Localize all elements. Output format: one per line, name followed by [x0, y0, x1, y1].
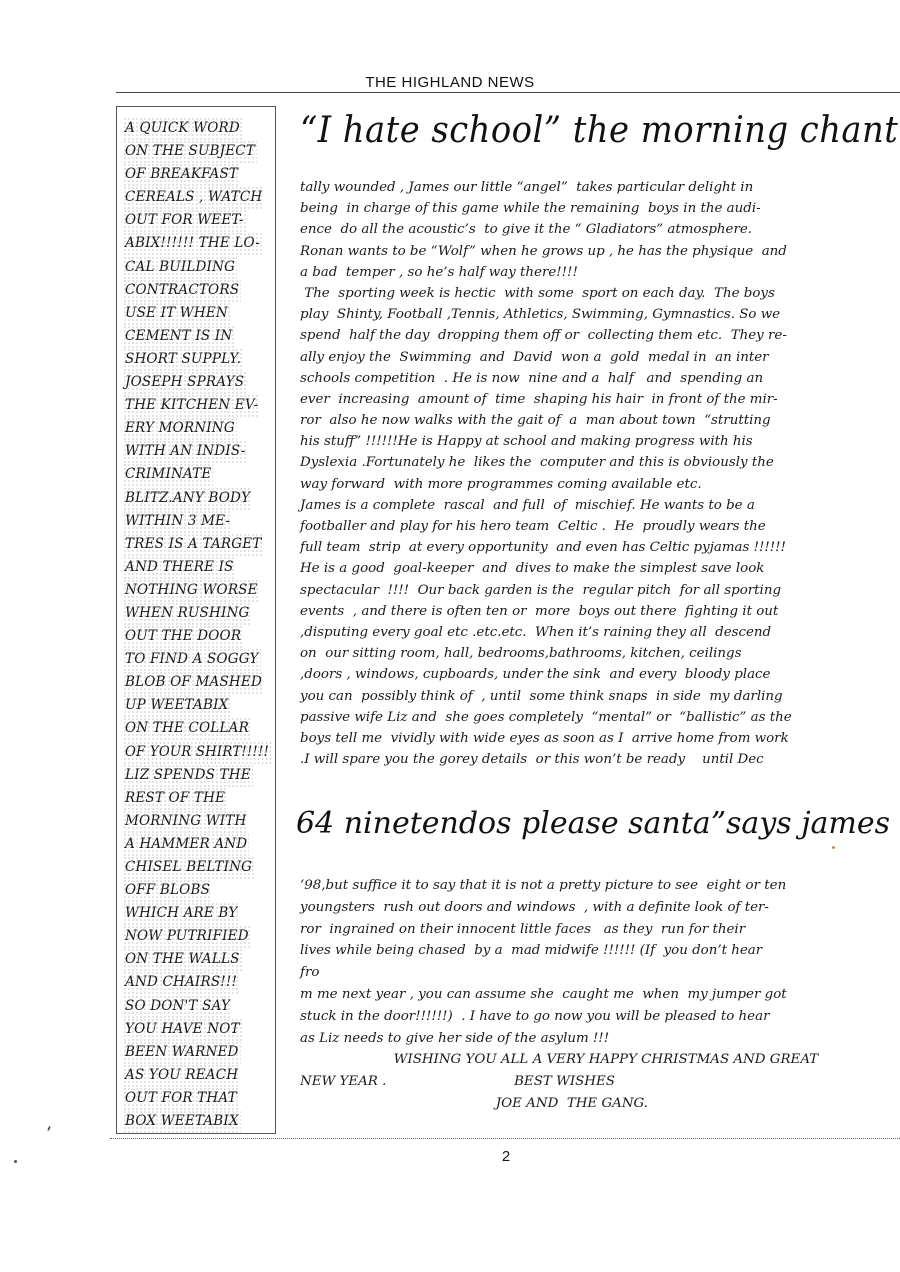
- scan-speck: [47, 1126, 51, 1131]
- sidebar-line: [123, 348, 273, 371]
- sidebar-line: [123, 440, 273, 463]
- body-line: JOE AND THE GANG.: [300, 1095, 649, 1111]
- sidebar-line: [123, 1064, 273, 1087]
- sidebar-line: [123, 487, 273, 510]
- sidebar-line-text: ON THE SUBJECT: [123, 140, 257, 163]
- sidebar-line-text: SHORT SUPPLY.: [123, 348, 243, 371]
- body-line: WISHING YOU ALL A VERY HAPPY CHRISTMAS AND GREAT: [300, 1052, 819, 1068]
- sidebar-line-text: CEREALS , WATCH: [123, 186, 264, 209]
- body-line: play Shinty, Football ,Tennis, Athletics, Swimming, Gymnastics. So we: [300, 307, 781, 323]
- sidebar-line-text: SO DON'T SAY: [123, 995, 232, 1018]
- body-line: way forward with more programmes coming available etc.: [300, 476, 702, 492]
- sidebar-line: [123, 117, 273, 140]
- headline-1: “I hate school” the morning chant: [300, 110, 899, 151]
- sidebar-line: [123, 810, 273, 833]
- sidebar-line: [123, 186, 273, 209]
- sidebar-line-text: NOW PUTRIFIED: [123, 925, 251, 948]
- sidebar-line-text: TO FIND A SOGGY: [123, 648, 261, 671]
- body-line: The sporting week is hectic with some sport on each day. The boys: [300, 285, 775, 301]
- body-line: youngsters rush out doors and windows , with a definite look of ter-: [300, 899, 769, 915]
- sidebar-line-text: WHICH ARE BY: [123, 902, 239, 925]
- body-line: you can possibly think of , until some think snaps in side my darling: [300, 688, 783, 704]
- sidebar-line-text: AND CHAIRS!!!: [123, 971, 239, 994]
- sidebar-line-text: A QUICK WORD: [123, 117, 242, 140]
- sidebar-line: [123, 602, 273, 625]
- sidebar-line-text: CEMENT IS IN: [123, 325, 234, 348]
- body-line: events , and there is often ten or more boys out there fighting it out: [300, 603, 779, 619]
- sidebar-line-text: AS YOU REACH: [123, 1064, 240, 1087]
- body-line: spend half the day dropping them off or collecting them etc. They re-: [300, 328, 787, 344]
- sidebar-line-text: BLOB OF MASHED: [123, 671, 264, 694]
- sidebar-line: [123, 694, 273, 717]
- sidebar-line: [123, 671, 273, 694]
- sidebar-line: [123, 163, 273, 186]
- sidebar-line: [123, 717, 273, 740]
- sidebar-line: [123, 579, 273, 602]
- body-text-1: [300, 177, 900, 770]
- sidebar-line: [123, 302, 273, 325]
- sidebar-line: [123, 140, 273, 163]
- body-line: James is a complete rascal and full of mischief. He wants to be a: [300, 497, 755, 513]
- body-line: He is a good goal-keeper and dives to make the simplest save look: [300, 561, 765, 577]
- body-line: Ronan wants to be “Wolf” when he grows up , he has the physique and: [300, 243, 787, 259]
- sidebar-line: [123, 833, 273, 856]
- body-line: .I will spare you the gorey details or this won’t be ready until Dec: [300, 752, 764, 768]
- masthead: THE HIGHLAND NEWS: [365, 74, 535, 91]
- body-line: ever increasing amount of time shaping his hair in front of the mir-: [300, 391, 778, 407]
- body-line: NEW YEAR . BEST WISHES: [300, 1074, 615, 1090]
- headline-2: 64 ninetendos please santa”says james: [296, 806, 890, 841]
- sidebar-line: [123, 417, 273, 440]
- sidebar-line: [123, 394, 273, 417]
- body-line: ally enjoy the Swimming and David won a gold medal in an inter: [300, 349, 769, 365]
- sidebar-line-text: THE KITCHEN EV-: [123, 394, 260, 417]
- sidebar-line-text: LIZ SPENDS THE: [123, 764, 253, 787]
- sidebar-line-text: BEEN WARNED: [123, 1041, 241, 1064]
- scan-speck: [14, 1160, 17, 1163]
- sidebar-line-text: ON THE WALLS: [123, 948, 242, 971]
- body-line: ror also he now walks with the gait of a man about town “strutting: [300, 413, 771, 429]
- body-line: on our sitting room, hall, bedrooms,bathrooms, kitchen, ceilings: [300, 646, 742, 662]
- body-line: footballer and play for his hero team Celtic . He proudly wears the: [300, 519, 766, 534]
- body-line: passive wife Liz and she goes completely “mental” or “ballistic” as the: [300, 709, 792, 725]
- sidebar-column: [116, 106, 276, 1134]
- sidebar-line: [123, 948, 273, 971]
- body-line: a bad temper , so he’s half way there!!!!: [300, 264, 578, 280]
- sidebar-line-text: OUT FOR THAT: [123, 1087, 239, 1110]
- body-text-2: [300, 875, 900, 1115]
- sidebar-line: [123, 1087, 273, 1110]
- sidebar-line-text: OF BREAKFAST: [123, 163, 240, 186]
- body-line: ,disputing every goal etc .etc.etc. When it’s raining they all descend: [300, 624, 772, 640]
- page-number: 2: [501, 1148, 511, 1165]
- body-line: ence do all the acoustic’s to give it the “ Gladiators” atmosphere.: [300, 222, 753, 238]
- sidebar-line-text: CHISEL BELTING: [123, 856, 254, 879]
- sidebar-line-text: AND THERE IS: [123, 556, 236, 579]
- sidebar-line: [123, 925, 273, 948]
- sidebar-line-text: OF YOUR SHIRT!!!!!: [123, 741, 271, 764]
- sidebar-line: [123, 1018, 273, 1041]
- sidebar-line-text: A HAMMER AND: [123, 833, 249, 856]
- sidebar-line-text: BLITZ.ANY BODY: [123, 487, 252, 510]
- sidebar-line: [123, 787, 273, 810]
- sidebar-line-text: WITH AN INDIS-: [123, 440, 248, 463]
- body-line: ‘98,but suffice it to say that it is not a pretty picture to see eight or ten: [300, 878, 787, 893]
- sidebar-line-text: CRIMINATE: [123, 463, 213, 486]
- scan-speck: [832, 846, 835, 849]
- sidebar-line-text: USE IT WHEN: [123, 302, 230, 325]
- sidebar-line-text: ERY MORNING: [123, 417, 237, 440]
- sidebar-line-text: OFF BLOBS: [123, 879, 212, 902]
- body-line: m me next year , you can assume she caught me when my jumper got: [300, 986, 787, 1002]
- sidebar-line-text: MORNING WITH: [123, 810, 248, 833]
- sidebar-line: [123, 1041, 273, 1064]
- sidebar-line: [123, 556, 273, 579]
- body-line: lives while being chased by a mad midwife !!!!!! (If you don’t hear: [300, 943, 763, 959]
- sidebar-line-text: REST OF THE: [123, 787, 227, 810]
- sidebar-line: [123, 971, 273, 994]
- sidebar-line: [123, 510, 273, 533]
- sidebar-line-text: ABIX!!!!!! THE LO-: [123, 232, 262, 255]
- sidebar-line: [123, 325, 273, 348]
- sidebar-line: [123, 648, 273, 671]
- body-line: Dyslexia .Fortunately he likes the computer and this is obviously the: [300, 455, 774, 471]
- bottom-rule: [110, 1138, 900, 1139]
- sidebar-line: [123, 279, 273, 302]
- sidebar-line-text: OUT FOR WEET-: [123, 209, 246, 232]
- sidebar-line-text: ON THE COLLAR: [123, 717, 251, 740]
- sidebar-line-text: NOTHING WORSE: [123, 579, 260, 602]
- sidebar-line-text: CONTRACTORS: [123, 279, 241, 302]
- sidebar-line: [123, 764, 273, 787]
- sidebar-line: [123, 209, 273, 232]
- body-line: full team strip at every opportunity and even has Celtic pyjamas !!!!!!: [300, 540, 786, 556]
- sidebar-line: [123, 1110, 273, 1133]
- body-line: tally wounded , James our little “angel” takes particular delight in: [300, 180, 754, 195]
- sidebar-line: [123, 371, 273, 394]
- sidebar-line-text: UP WEETABIX: [123, 694, 230, 717]
- body-line: his stuff” !!!!!!He is Happy at school and making progress with his: [300, 434, 753, 450]
- sidebar-line-text: BOX WEETABIX: [123, 1110, 241, 1133]
- sidebar-line: [123, 902, 273, 925]
- body-line: ,doors , windows, cupboards, under the sink and every bloody place: [300, 667, 771, 683]
- sidebar-line: [123, 741, 273, 764]
- body-line: as Liz needs to give her side of the asylum !!!: [300, 1030, 610, 1046]
- sidebar-line: [123, 995, 273, 1018]
- sidebar-line: [123, 533, 273, 556]
- sidebar-line-text: WITHIN 3 ME-: [123, 510, 232, 533]
- body-line: fro: [300, 965, 320, 981]
- sidebar-line: [123, 625, 273, 648]
- top-rule: [116, 92, 900, 93]
- body-line: ror ingrained on their innocent little faces as they run for their: [300, 921, 746, 937]
- sidebar-line-text: OUT THE DOOR: [123, 625, 243, 648]
- sidebar-line: [123, 856, 273, 879]
- sidebar-line: [123, 256, 273, 279]
- body-line: stuck in the door!!!!!!) . I have to go now you will be pleased to hear: [300, 1008, 770, 1024]
- sidebar-line: [123, 232, 273, 255]
- sidebar-line-text: WHEN RUSHING: [123, 602, 252, 625]
- body-line: schools competition . He is now nine and a half and spending an: [300, 370, 764, 386]
- sidebar-line-text: JOSEPH SPRAYS: [123, 371, 246, 394]
- sidebar-line-text: CAL BUILDING: [123, 256, 237, 279]
- sidebar-line-text: YOU HAVE NOT: [123, 1018, 242, 1041]
- body-line: being in charge of this game while the remaining boys in the audi-: [300, 201, 761, 217]
- sidebar-line-text: TRES IS A TARGET: [123, 533, 264, 556]
- body-line: spectacular !!!! Our back garden is the regular pitch for all sporting: [300, 582, 782, 598]
- body-line: boys tell me vividly with wide eyes as soon as I arrive home from work: [300, 730, 789, 746]
- sidebar-line: [123, 879, 273, 902]
- sidebar-line: [123, 463, 273, 486]
